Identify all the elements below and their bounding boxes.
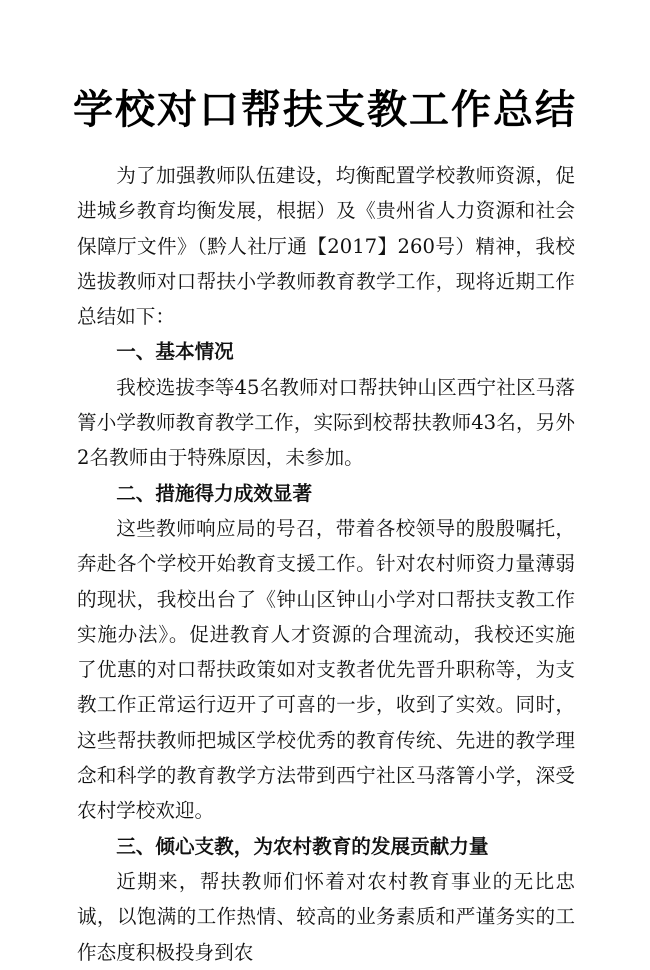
dedication-paragraph: 近期来，帮扶教师们怀着对农村教育事业的无比忠诚，以饱满的工作热情、较高的业务素质和严谨务实的工作态度积极投身到农 bbox=[77, 869, 575, 964]
basic-situation-paragraph: 我校选拔李等45名教师对口帮扶钟山区西宁社区马落箐小学教师教育教学工作，实际到校帮扶教师43名，另外2名教师由于特殊原因，未参加。 bbox=[77, 375, 575, 470]
section-heading-dedication: 三、倾心支教，为农村教育的发展贡献力量 bbox=[116, 834, 489, 858]
intro-paragraph: 为了加强教师队伍建设，均衡配置学校教师资源，促进城乡教育均衡发展，根据）及《贵州省人力资源和社会保障厅文件》（黔人社厅通【2017】260号）精神，我校选拔教师对口帮扶小学教师教育教学工作，现将近期工作总结如下： bbox=[77, 164, 575, 329]
document-body bbox=[77, 158, 575, 970]
section-heading-measures: 二、措施得力成效显著 bbox=[116, 481, 313, 505]
section-heading-basic-situation: 一、基本情况 bbox=[116, 340, 234, 364]
document-title: 学校对口帮扶支教工作总结 bbox=[73, 87, 577, 133]
measures-paragraph: 这些教师响应局的号召，带着各校领导的殷殷嘱托，奔赴各个学校开始教育支援工作。针对农村师资力量薄弱的现状，我校出台了《钟山区钟山小学对口帮扶支教工作实施办法》。促进教育人才资源的合理流动，我校还实施了优惠的对口帮扶政策如对支教者优先晋升职称等，为支教工作正常运行迈开了可喜的一步，收到了实效。同时，这些帮扶教师把城区学校优秀的教育传统、先进的教学理念和科学的教育教学方法带到西宁社区马落箐小学，深受农村学校欢迎。 bbox=[77, 516, 575, 823]
